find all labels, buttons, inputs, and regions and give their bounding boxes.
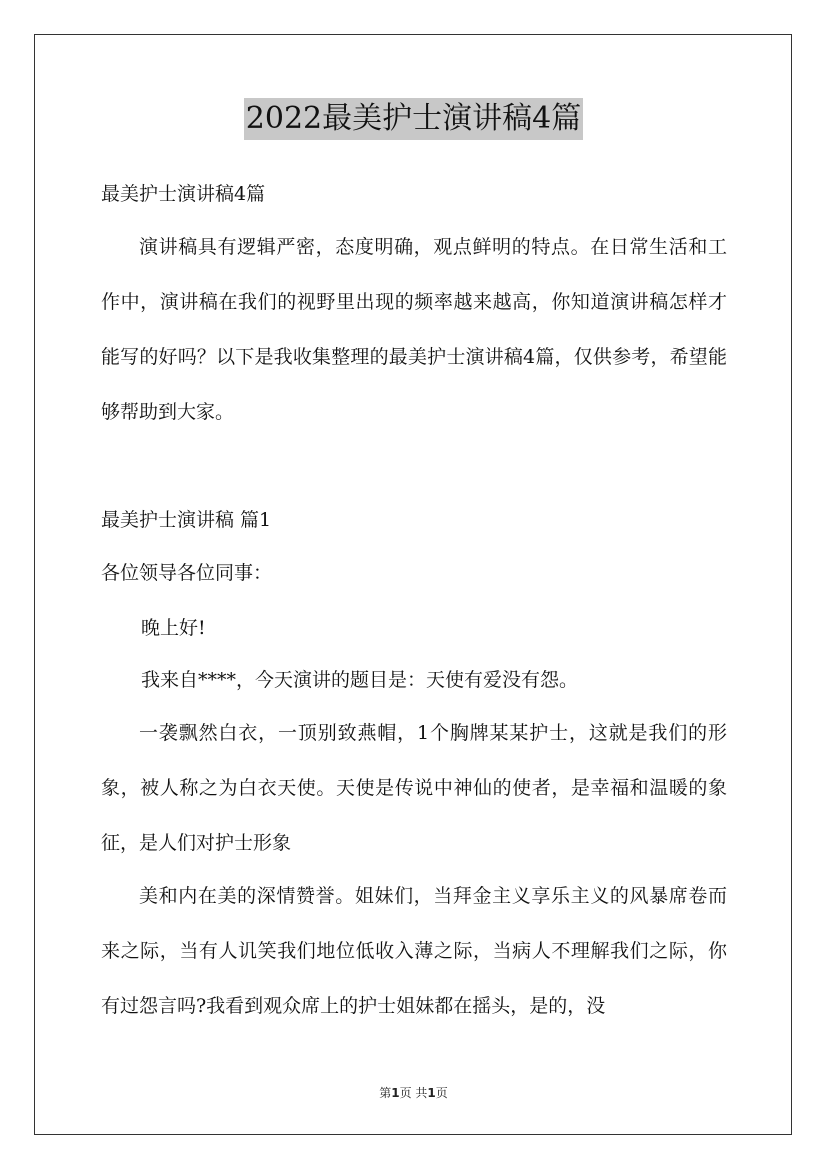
paragraph-3: 美和内在美的深情赞誉。姐妹们，当拜金主义享乐主义的风暴席卷而来之际，当有人讥笑我们地位低收入薄之际，当病人不理解我们之际，你有过怨言吗?我看到观众席上的护士姐妹都在摇头，是的，没 [101,885,727,1017]
footer-total-pages: 1 [427,1086,436,1100]
footer-prefix: 第 [379,1086,392,1100]
section-heading: 最美护士演讲稿 篇1 [101,509,272,531]
paragraph-2: 一袭飘然白衣，一顶别致燕帽，1个胸牌某某护士，这就是我们的形象，被人称之为白衣天使。天使是传说中神仙的使者，是幸福和温暖的象征，是人们对护士形象 [101,722,727,854]
document-subtitle: 最美护士演讲稿4篇 [101,183,266,205]
intro-paragraph: 演讲稿具有逻辑严密，态度明确，观点鲜明的特点。在日常生活和工作中，演讲稿在我们的视野里出现的频率越来越高，你知道演讲稿怎样才能写的好吗？以下是我收集整理的最美护士演讲稿4篇，仅供参考，希望能够帮助到大家。 [101,236,727,423]
page-footer [0,1084,827,1101]
paragraph-1: 我来自****，今天演讲的题目是：天使有爱没有怨。 [141,669,579,691]
greeting: 晚上好! [141,617,206,639]
footer-mid: 页 共 [399,1086,428,1100]
footer-suffix: 页 [435,1086,448,1100]
salutation: 各位领导各位同事： [101,562,273,584]
footer-current-page: 1 [391,1086,400,1100]
title-container [0,98,827,140]
document-title: 2022最美护士演讲稿4篇 [244,98,583,140]
